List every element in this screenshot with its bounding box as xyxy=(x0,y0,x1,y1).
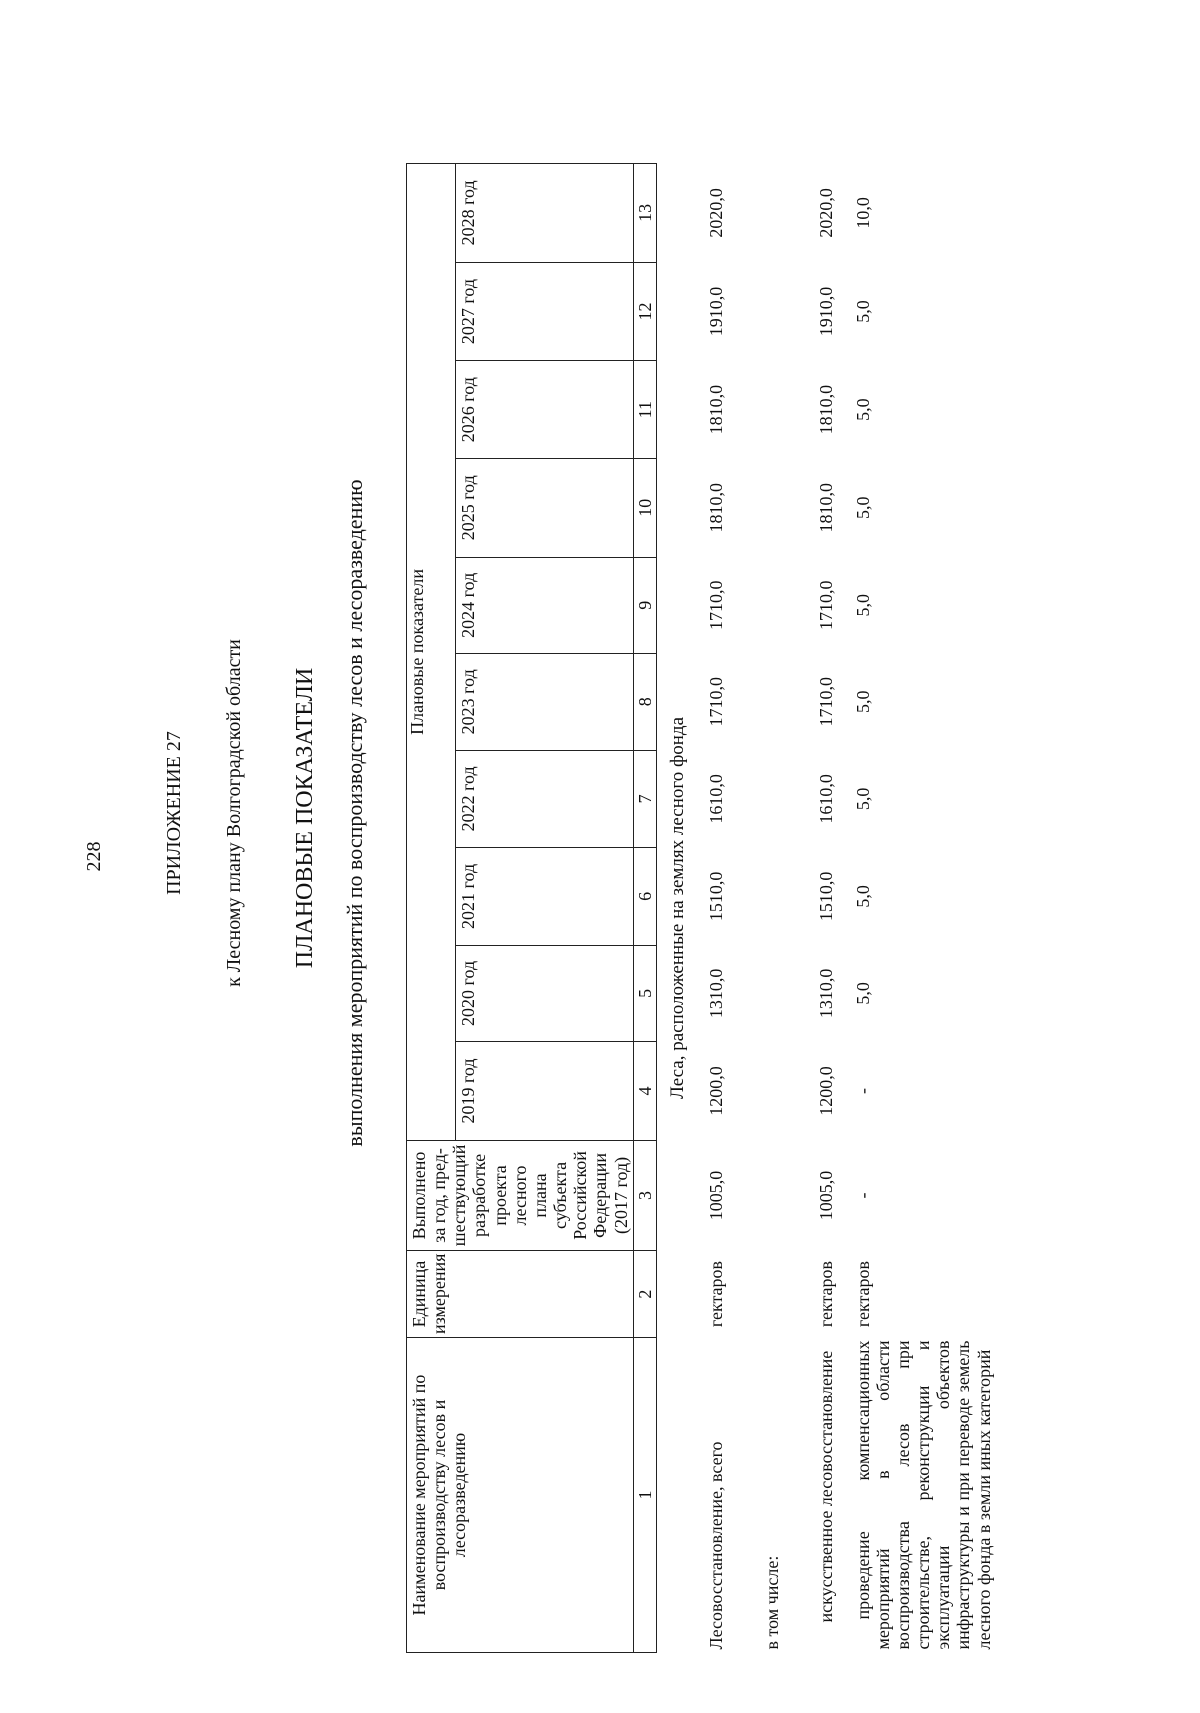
document-subtitle: выполнения мероприятий по воспроизводству лесов и лесоразведению xyxy=(342,479,367,1147)
row-value: 1710,0 xyxy=(816,580,837,631)
column-number: 13 xyxy=(633,164,656,263)
column-number-row xyxy=(633,164,656,1653)
table-row xyxy=(843,164,1000,1653)
header-year: 2020 год xyxy=(455,945,633,1042)
row-value: 1810,0 xyxy=(706,384,727,435)
row-value: 5,0 xyxy=(852,398,873,421)
header-year: 2021 год xyxy=(455,848,633,946)
row-value: 1510,0 xyxy=(816,871,837,922)
header-year: 2027 год xyxy=(455,262,633,361)
column-number: 2 xyxy=(633,1251,656,1338)
appendix-subtitle: к Лесному плану Волгоградской области xyxy=(223,639,245,987)
header-row-top xyxy=(407,164,456,1653)
column-number: 6 xyxy=(633,848,656,946)
row-value: 1310,0 xyxy=(706,968,727,1019)
column-number: 11 xyxy=(633,361,656,459)
page-number: 228 xyxy=(83,841,105,872)
row-value: 1710,0 xyxy=(706,677,727,727)
table-row xyxy=(732,164,788,1653)
column-number: 4 xyxy=(633,1042,656,1141)
row-name: искусственное лесовосстановление xyxy=(816,1350,837,1623)
row-value: 1610,0 xyxy=(706,774,727,824)
header-year: 2024 год xyxy=(455,557,633,654)
row-done: 1005,0 xyxy=(816,1170,837,1221)
section-row xyxy=(656,164,700,1653)
column-number: 10 xyxy=(633,458,656,557)
header-year: 2023 год xyxy=(455,654,633,751)
row-value: 5,0 xyxy=(852,787,873,811)
appendix-title: ПРИЛОЖЕНИЕ 27 xyxy=(163,731,185,895)
row-value: 2020,0 xyxy=(706,188,727,238)
row-value: 10,0 xyxy=(852,197,873,229)
column-number: 5 xyxy=(633,945,656,1042)
row-value: 2020,0 xyxy=(816,188,837,238)
column-number: 3 xyxy=(633,1140,656,1250)
row-done: - xyxy=(852,1192,873,1199)
header-year: 2028 год xyxy=(455,164,633,263)
row-unit: гектаров xyxy=(706,1260,727,1328)
header-name: Наименование мероприятий по воспроизводству лесов и лесоразведению xyxy=(407,1338,634,1653)
row-value: 5,0 xyxy=(852,982,873,1005)
column-number: 9 xyxy=(633,557,656,654)
header-year: 2026 год xyxy=(455,361,633,459)
header-year: 2019 год xyxy=(455,1042,633,1141)
row-value: 5,0 xyxy=(852,300,873,323)
plan-table xyxy=(406,163,1000,1653)
row-value: 1810,0 xyxy=(706,482,727,533)
column-number: 8 xyxy=(633,654,656,751)
section-title: Леса, расположенные на землях лесного фонда xyxy=(666,716,688,1100)
row-value: 1200,0 xyxy=(816,1066,837,1116)
row-name: проведение компенсационных мероприятий в области воспроизводства лесов при строительстве, реконструкции и эксплуатации объектов инфраструктуры и при переводе земель лесного фонда в земли иных категорий xyxy=(852,1340,994,1650)
row-value: 1710,0 xyxy=(816,677,837,727)
header-year: 2025 год xyxy=(455,458,633,557)
table-row xyxy=(700,164,732,1653)
row-value: 5,0 xyxy=(852,690,873,714)
row-name: Лесовосстановление, всего xyxy=(706,1441,727,1650)
row-value: 1200,0 xyxy=(706,1066,727,1116)
row-unit: гектаров xyxy=(816,1260,837,1328)
row-done: 1005,0 xyxy=(706,1170,727,1221)
row-value: 1710,0 xyxy=(706,580,727,631)
header-done: Выполнено за год, пред-шествующий разработке проекта лесного плана субъекта Российской Федерации (2017 год) xyxy=(407,1140,634,1250)
header-year: 2022 год xyxy=(455,750,633,848)
row-value: 1810,0 xyxy=(816,482,837,533)
row-value: 1610,0 xyxy=(816,774,837,824)
row-value: 1910,0 xyxy=(706,286,727,337)
row-value: 5,0 xyxy=(852,496,873,519)
column-number: 1 xyxy=(633,1338,656,1653)
row-value: 5,0 xyxy=(852,594,873,617)
row-value: 1810,0 xyxy=(816,384,837,435)
row-value: 5,0 xyxy=(852,885,873,908)
row-name: в том числе: xyxy=(762,1555,783,1650)
row-value: - xyxy=(852,1087,873,1094)
row-unit: гектаров xyxy=(852,1260,873,1328)
row-value: 1510,0 xyxy=(706,871,727,922)
column-number: 7 xyxy=(633,750,656,848)
table-row xyxy=(788,164,842,1653)
document-title: ПЛАНОВЫЕ ПОКАЗАТЕЛИ xyxy=(292,667,318,969)
row-empty xyxy=(732,164,788,1338)
header-plan: Плановые показатели xyxy=(407,164,456,1141)
row-value: 1310,0 xyxy=(816,968,837,1019)
column-number: 12 xyxy=(633,262,656,361)
header-unit: Единица измерения xyxy=(407,1251,634,1338)
row-value: 1910,0 xyxy=(816,286,837,337)
